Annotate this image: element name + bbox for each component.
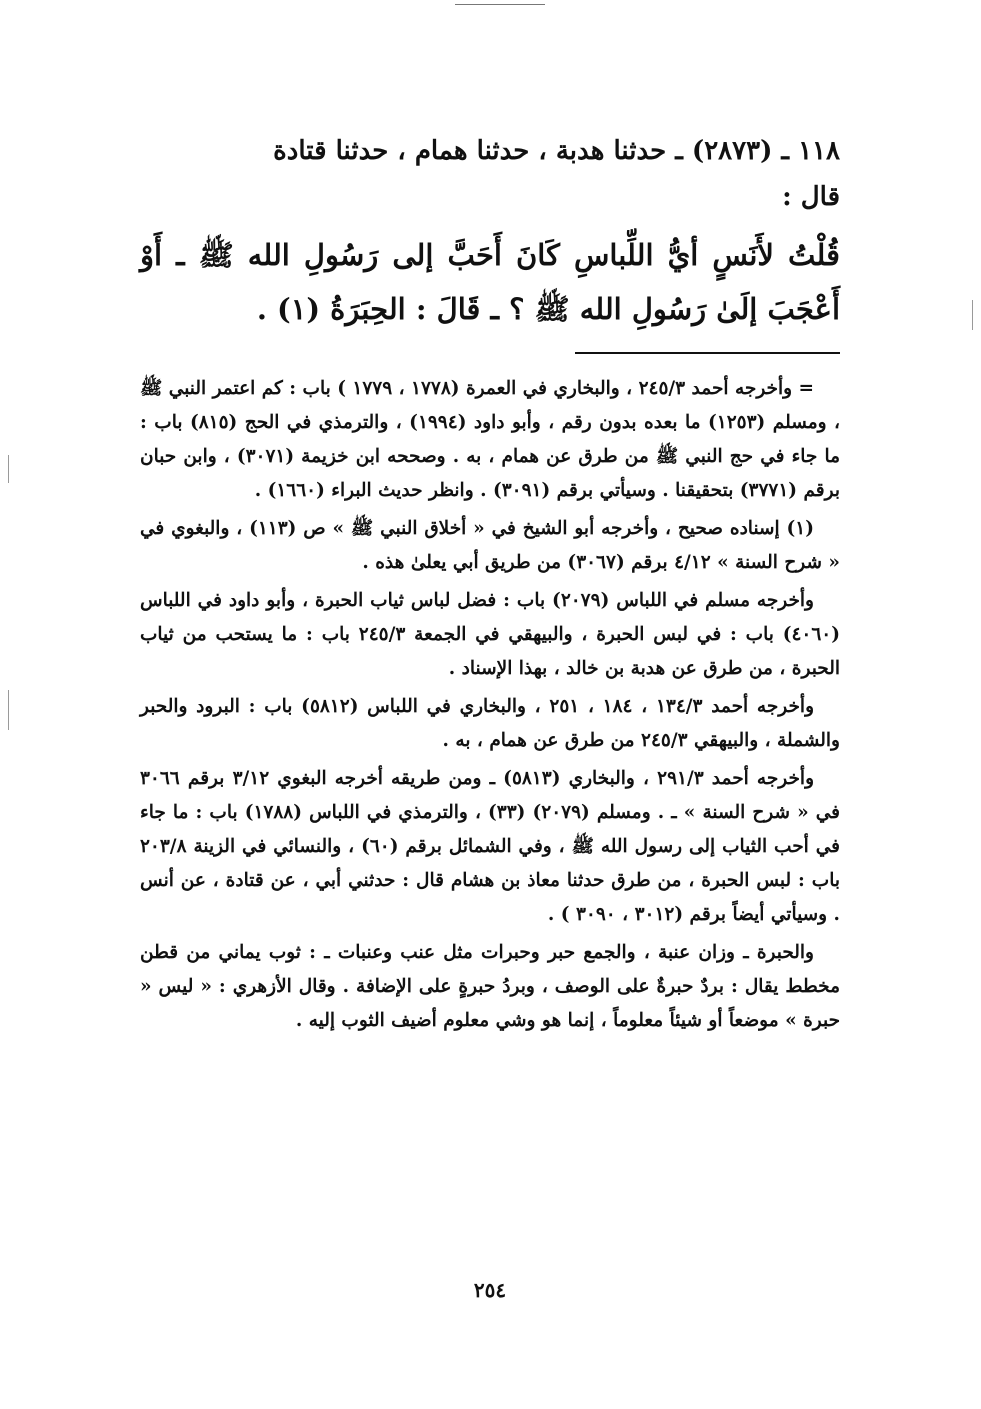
footnote-paragraph: وأخرجه أحمد ١٣٤/٣ ، ١٨٤ ، ٢٥١ ، والبخاري في اللباس (٥٨١٢) باب : البرود والحبر والشملة ، والبيهقي ٢٤٥/٣ من طرق عن همام ، به . xyxy=(140,696,840,751)
margin-mark xyxy=(8,455,9,483)
footnotes xyxy=(140,372,840,1038)
page-body xyxy=(140,128,840,1038)
hadith-header-line1: ١١٨ ـ (٢٨٧٣) ـ حدثنا هدبة ، حدثنا همام ، حدثنا قتادة xyxy=(273,136,840,166)
hadith-text: قُلْتُ لأَنَسٍ أيُّ اللِّباسِ كَانَ أَحَبَّ إلى رَسُولِ الله ﷺ ـ أَوْ أَعْجَبَ إلَىٰ رَسُولِ الله ﷺ ؟ ـ قَالَ : الحِبَرَةُ (١) . xyxy=(140,238,840,326)
footnote-1: (١) إسناده صحيح ، وأخرجه أبو الشيخ في « أخلاق النبي ﷺ » ص (١١٣) ، والبغوي في « شرح السنة » ٤/١٢ برقم (٣٠٦٧) من طريق أبي يعلىٰ هذه . xyxy=(140,518,840,573)
footnote-separator xyxy=(575,352,840,354)
top-rule xyxy=(455,4,545,5)
margin-mark xyxy=(8,690,9,730)
footnote-paragraph: وأخرجه مسلم في اللباس (٢٠٧٩) باب : فضل لباس ثياب الحبرة ، وأبو داود في اللباس (٤٠٦٠) باب : في لبس الحبرة ، والبيهقي في الجمعة ٢٤٥/٣ باب : ما يستحب من ثياب الحبرة ، من طرق عن هدبة بن خالد ، بهذا الإسناد . xyxy=(140,590,840,679)
footnote-paragraph: والحبرة ـ وزان عنبة ، والجمع حبر وحبرات مثل عنب وعنبات ـ : ثوب يماني من قطن مخطط يقال : بردٌ حبرةٌ على الوصف ، وبردُ حبرةٍ على الإضافة . وقال الأزهري : « ليس « حبرة » موضعاً أو شيئاً معلوماً ، إنما هو وشي معلوم أضيف الثوب إليه . xyxy=(140,942,840,1031)
page-number: ٢٥٤ xyxy=(473,1278,507,1302)
hadith-header-line2: قال : xyxy=(782,182,840,212)
hadith-block xyxy=(140,128,840,336)
footnote-paragraph: وأخرجه أحمد ٢٩١/٣ ، والبخاري (٥٨١٣) ـ ومن طريقه أخرجه البغوي ٣/١٢ برقم ٣٠٦٦ في « شرح السنة » ـ . ومسلم (٢٠٧٩) (٣٣) ، والترمذي في اللباس (١٧٨٨) باب : ما جاء في أحب الثياب إلى رسول الله ﷺ ، وفي الشمائل برقم (٦٠) ، والنسائي في الزينة ٢٠٣/٨ باب : لبس الحبرة ، من طرق حدثنا معاذ بن هشام قال : حدثني أبي ، عن قتادة ، عن أنس . وسيأتي أيضاً برقم (٣٠١٢ ، ٣٠٩٠ ) . xyxy=(140,768,841,925)
margin-mark xyxy=(972,300,973,330)
footnote-continuation: = وأخرجه أحمد ٢٤٥/٣ ، والبخاري في العمرة (١٧٧٨ ، ١٧٧٩ ) باب : كم اعتمر النبي ﷺ ، ومسلم (١٢٥٣) ما بعده بدون رقم ، وأبو داود (١٩٩٤) ، والترمذي في الحج (٨١٥) باب : ما جاء في حج النبي ﷺ من طرق عن همام ، به . وصححه ابن خزيمة (٣٠٧١) ، وابن حبان برقم (٣٧٧١) بتحقيقنا . وسيأتي برقم (٣٠٩١) . وانظر حديث البراء (١٦٦٠) . xyxy=(140,378,841,501)
